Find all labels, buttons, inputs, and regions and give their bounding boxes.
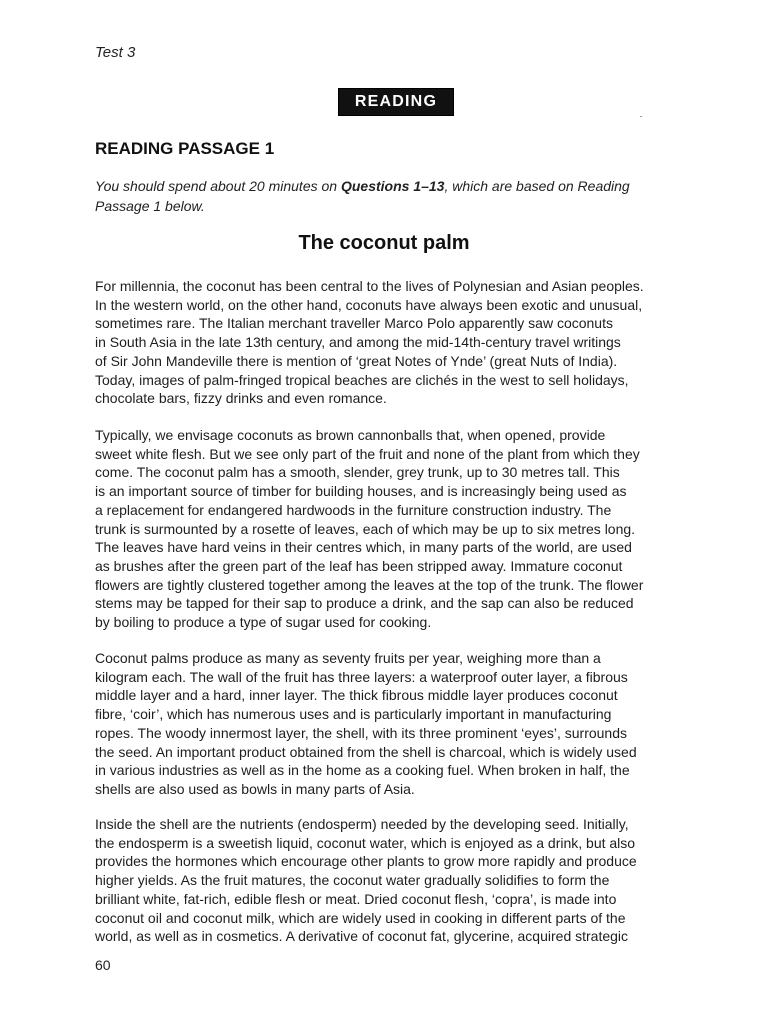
paragraph-line: provides the hormones which encourage other plants to grow more rapidly and produce: [95, 853, 637, 870]
paragraph-line: a replacement for endangered hardwoods in the furniture construction industry. The: [95, 501, 612, 518]
passage-heading: READING PASSAGE 1: [95, 139, 275, 158]
paragraph-line: brilliant white, fat-rich, edible flesh or meat. Dried coconut flesh, ‘copra’, is made into: [95, 890, 617, 907]
paragraph-line: the seed. An important product obtained from the shell is charcoal, which is widely used: [95, 743, 637, 760]
paragraph-line: come. The coconut palm has a smooth, slender, grey trunk, up to 30 metres tall. This: [95, 464, 620, 481]
paragraph-line: of Sir John Mandeville there is mention of ‘great Notes of Ynde’ (great Nuts of India).: [95, 352, 618, 369]
instructions-before: You should spend about 20 minutes on: [95, 178, 341, 194]
paragraph-line: Coconut palms produce as many as seventy fruits per year, weighing more than a: [95, 650, 601, 666]
paragraph-line: For millennia, the coconut has been central to the lives of Polynesian and Asian peoples.: [95, 278, 644, 294]
passage-title: The coconut palm: [298, 232, 470, 254]
paragraph-line: sweet white flesh. But we see only part of the fruit and none of the plant from which they: [95, 445, 640, 462]
instructions-line2: Passage 1 below.: [95, 198, 205, 214]
paragraph-line: ropes. The woody innermost layer, the shell, with its three prominent ‘eyes’, surrounds: [95, 724, 627, 741]
paragraph-line: Typically, we envisage coconuts as brown cannonballs that, when opened, provide: [95, 427, 606, 443]
paragraph-line: higher yields. As the fruit matures, the coconut water gradually solidifies to form the: [95, 872, 610, 889]
paragraph-line: coconut oil and coconut milk, which are widely used in cooking in different parts of the: [95, 909, 626, 926]
paragraph-line: Today, images of palm-fringed tropical beaches are clichés in the west to sell holidays,: [95, 371, 629, 388]
paragraph-line: in various industries as well as in the home as a cooking fuel. When broken in half, the: [95, 762, 630, 779]
paragraph-line: stems may be tapped for their sap to produce a drink, and the sap can also be reduced: [95, 595, 634, 612]
paragraph-line: middle layer and a hard, inner layer. The thick fibrous middle layer produces coconut: [95, 687, 618, 704]
paragraph-line: sometimes rare. The Italian merchant traveller Marco Polo apparently saw coconuts: [95, 315, 613, 332]
paragraph-line: by boiling to produce a type of sugar used for cooking.: [95, 614, 432, 631]
paragraph-line: flowers are tightly clustered together among the leaves at the top of the trunk. The flower: [95, 576, 644, 593]
paragraph-line: kilogram each. The wall of the fruit has three layers: a waterproof outer layer, a fibrous: [95, 668, 628, 685]
instructions: [95, 176, 695, 216]
paragraph-line: chocolate bars, fizzy drinks and even romance.: [95, 390, 387, 407]
paragraph-line: the endosperm is a sweetish liquid, coconut water, which is enjoyed as a drink, but also: [95, 834, 636, 851]
paragraph-4: [95, 815, 705, 946]
paragraph-line: world, as well as in cosmetics. A derivative of coconut fat, glycerine, acquired strategic: [95, 928, 629, 945]
paragraph-line: fibre, ‘coir’, which has numerous uses and is particularly important in manufacturing: [95, 706, 612, 723]
paragraph-line: as brushes after the green part of the leaf has been stripped away. Immature coconut: [95, 557, 623, 574]
section-badge: READING: [338, 88, 454, 116]
paragraph-line: is an important source of timber for building houses, and is increasingly being used as: [95, 483, 627, 500]
paragraph-2: [95, 426, 705, 632]
paragraph-1: [95, 277, 705, 408]
instructions-after: , which are based on Reading: [444, 178, 630, 194]
paragraph-line: The leaves have hard veins in their centres which, in many parts of the world, are used: [95, 539, 632, 556]
scan-speck: [640, 116, 642, 117]
page-number: 60: [95, 957, 111, 973]
paragraph-3: [95, 649, 705, 799]
paragraph-line: in South Asia in the late 13th century, and among the mid-14th-century travel writings: [95, 334, 621, 351]
paragraph-line: shells are also used as bowls in many parts of Asia.: [95, 780, 415, 797]
paragraph-line: Inside the shell are the nutrients (endosperm) needed by the developing seed. Initially,: [95, 816, 629, 832]
paragraph-line: trunk is surmounted by a rosette of leaves, each of which may be up to six metres long.: [95, 520, 636, 537]
test-label: Test 3: [95, 44, 136, 61]
instructions-questions: Questions 1–13: [340, 178, 445, 194]
paragraph-line: In the western world, on the other hand, coconuts have always been exotic and unusual,: [95, 296, 643, 313]
